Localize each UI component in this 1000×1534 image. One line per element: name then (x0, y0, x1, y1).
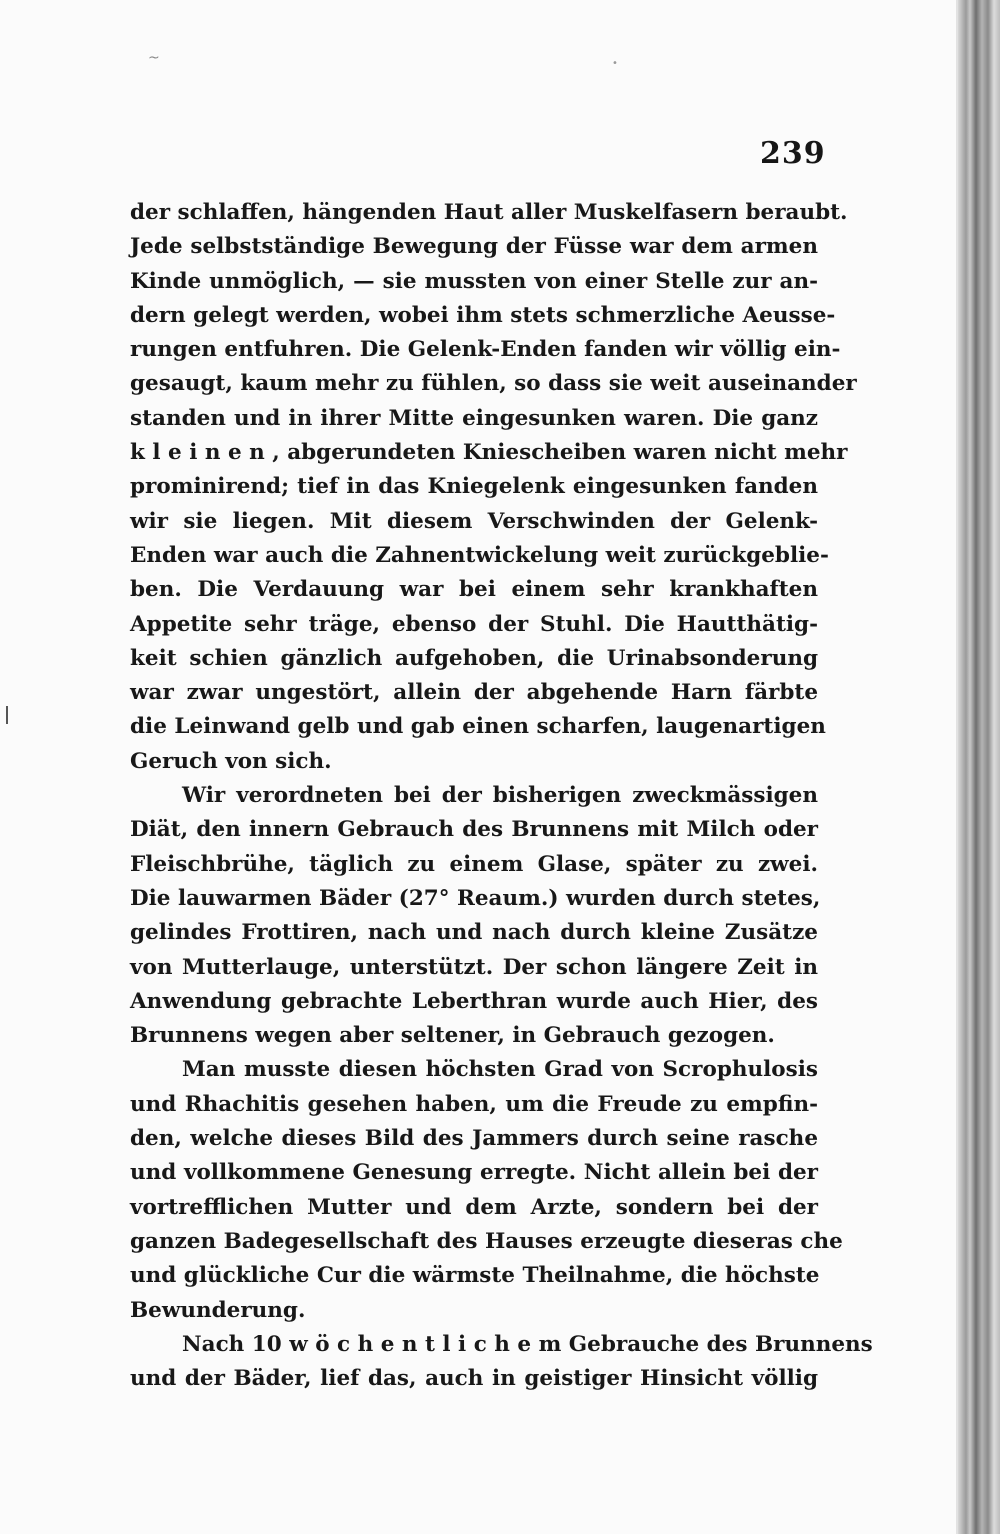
text-line: Anwendung gebrachte Leberthran wurde auch Hier, des (130, 988, 818, 1014)
text-line: gelindes Frottiren, nach und nach durch kleine Zusätze (130, 920, 818, 946)
scan-mark-left-margin (6, 706, 8, 724)
paragraph (130, 1053, 843, 1327)
book-spine-edge (958, 0, 1000, 1534)
text-line: Man musste diesen höchsten Grad von Scrophulosis (182, 1057, 818, 1083)
paragraph (130, 779, 821, 1053)
paragraph (130, 196, 857, 779)
text-line: rungen entfuhren. Die Gelenk-Enden fanden wir völlig ein- (130, 337, 841, 363)
text-line: und vollkommene Genesung erregte. Nicht allein bei der (130, 1160, 818, 1186)
text-line: Bewunderung. (130, 1297, 306, 1323)
text-line: Appetite sehr träge, ebenso der Stuhl. Die Hautthätig- (130, 611, 818, 637)
text-line: Enden war auch die Zahnentwickelung weit zurückgeblie- (130, 542, 829, 568)
text-line: Fleischbrühe, täglich zu einem Glase, später zu zwei. (130, 851, 818, 877)
scan-mark-top-center: • (612, 58, 618, 69)
text-line: wir sie liegen. Mit diesem Verschwinden der Gelenk- (130, 508, 818, 534)
text-line: k l e i n e n , abgerundeten Kniescheiben waren nicht mehr (130, 440, 848, 466)
text-line: prominirend; tief in das Kniegelenk eingesunken fanden (130, 474, 818, 500)
paragraph (130, 1328, 873, 1397)
text-line: von Mutterlauge, unterstützt. Der schon längere Zeit in (130, 954, 818, 980)
text-line: dern gelegt werden, wobei ihm stets schmerzliche Aeusse- (130, 302, 836, 328)
text-line: und Rhachitis gesehen haben, um die Freude zu empfin- (130, 1091, 818, 1117)
text-line: war zwar ungestört, allein der abgehende Harn färbte (130, 680, 818, 706)
text-line: der schlaffen, hängenden Haut aller Muskelfasern beraubt. (130, 200, 848, 225)
text-line: Nach 10 w ö c h e n t l i c h e m Gebrauche des Brunnens (182, 1331, 873, 1357)
text-line: vortrefflichen Mutter und dem Arzte, sondern bei der (130, 1194, 818, 1220)
text-line: Die lauwarmen Bäder (27° Reaum.) wurden durch stetes, (130, 885, 821, 911)
text-line: ganzen Badegesellschaft des Hauses erzeugte dieseras che (130, 1228, 843, 1254)
text-line: Kinde unmöglich, — sie mussten von einer Stelle zur an- (130, 268, 818, 294)
text-line: standen und in ihrer Mitte eingesunken waren. Die ganz (130, 405, 818, 431)
text-line: und glückliche Cur die wärmste Theilnahme, die höchste (130, 1263, 820, 1289)
text-line: gesaugt, kaum mehr zu fühlen, so dass sie weit auseinander (130, 371, 857, 397)
text-line: Diät, den innern Gebrauch des Brunnens mit Milch oder (130, 817, 818, 843)
scan-mark-top-left: ~ (148, 50, 160, 66)
text-line: Geruch von sich. (130, 748, 332, 774)
text-line: und der Bäder, lief das, auch in geistiger Hinsicht völlig (130, 1366, 818, 1392)
text-line: ben. Die Verdauung war bei einem sehr krankhaften (130, 577, 818, 603)
text-line: den, welche dieses Bild des Jammers durch seine rasche (130, 1126, 818, 1152)
body-text (130, 196, 873, 1396)
page-number: 239 (760, 136, 826, 171)
text-line: Jede selbstständige Bewegung der Füsse war dem armen (130, 234, 818, 260)
text-line: Wir verordneten bei der bisherigen zweckmässigen (182, 783, 818, 809)
text-line: keit schien gänzlich aufgehoben, die Urinabsonderung (130, 645, 818, 671)
text-line: Brunnens wegen aber seltener, in Gebrauch gezogen. (130, 1023, 775, 1049)
text-line: die Leinwand gelb und gab einen scharfen, laugenartigen (130, 714, 826, 740)
